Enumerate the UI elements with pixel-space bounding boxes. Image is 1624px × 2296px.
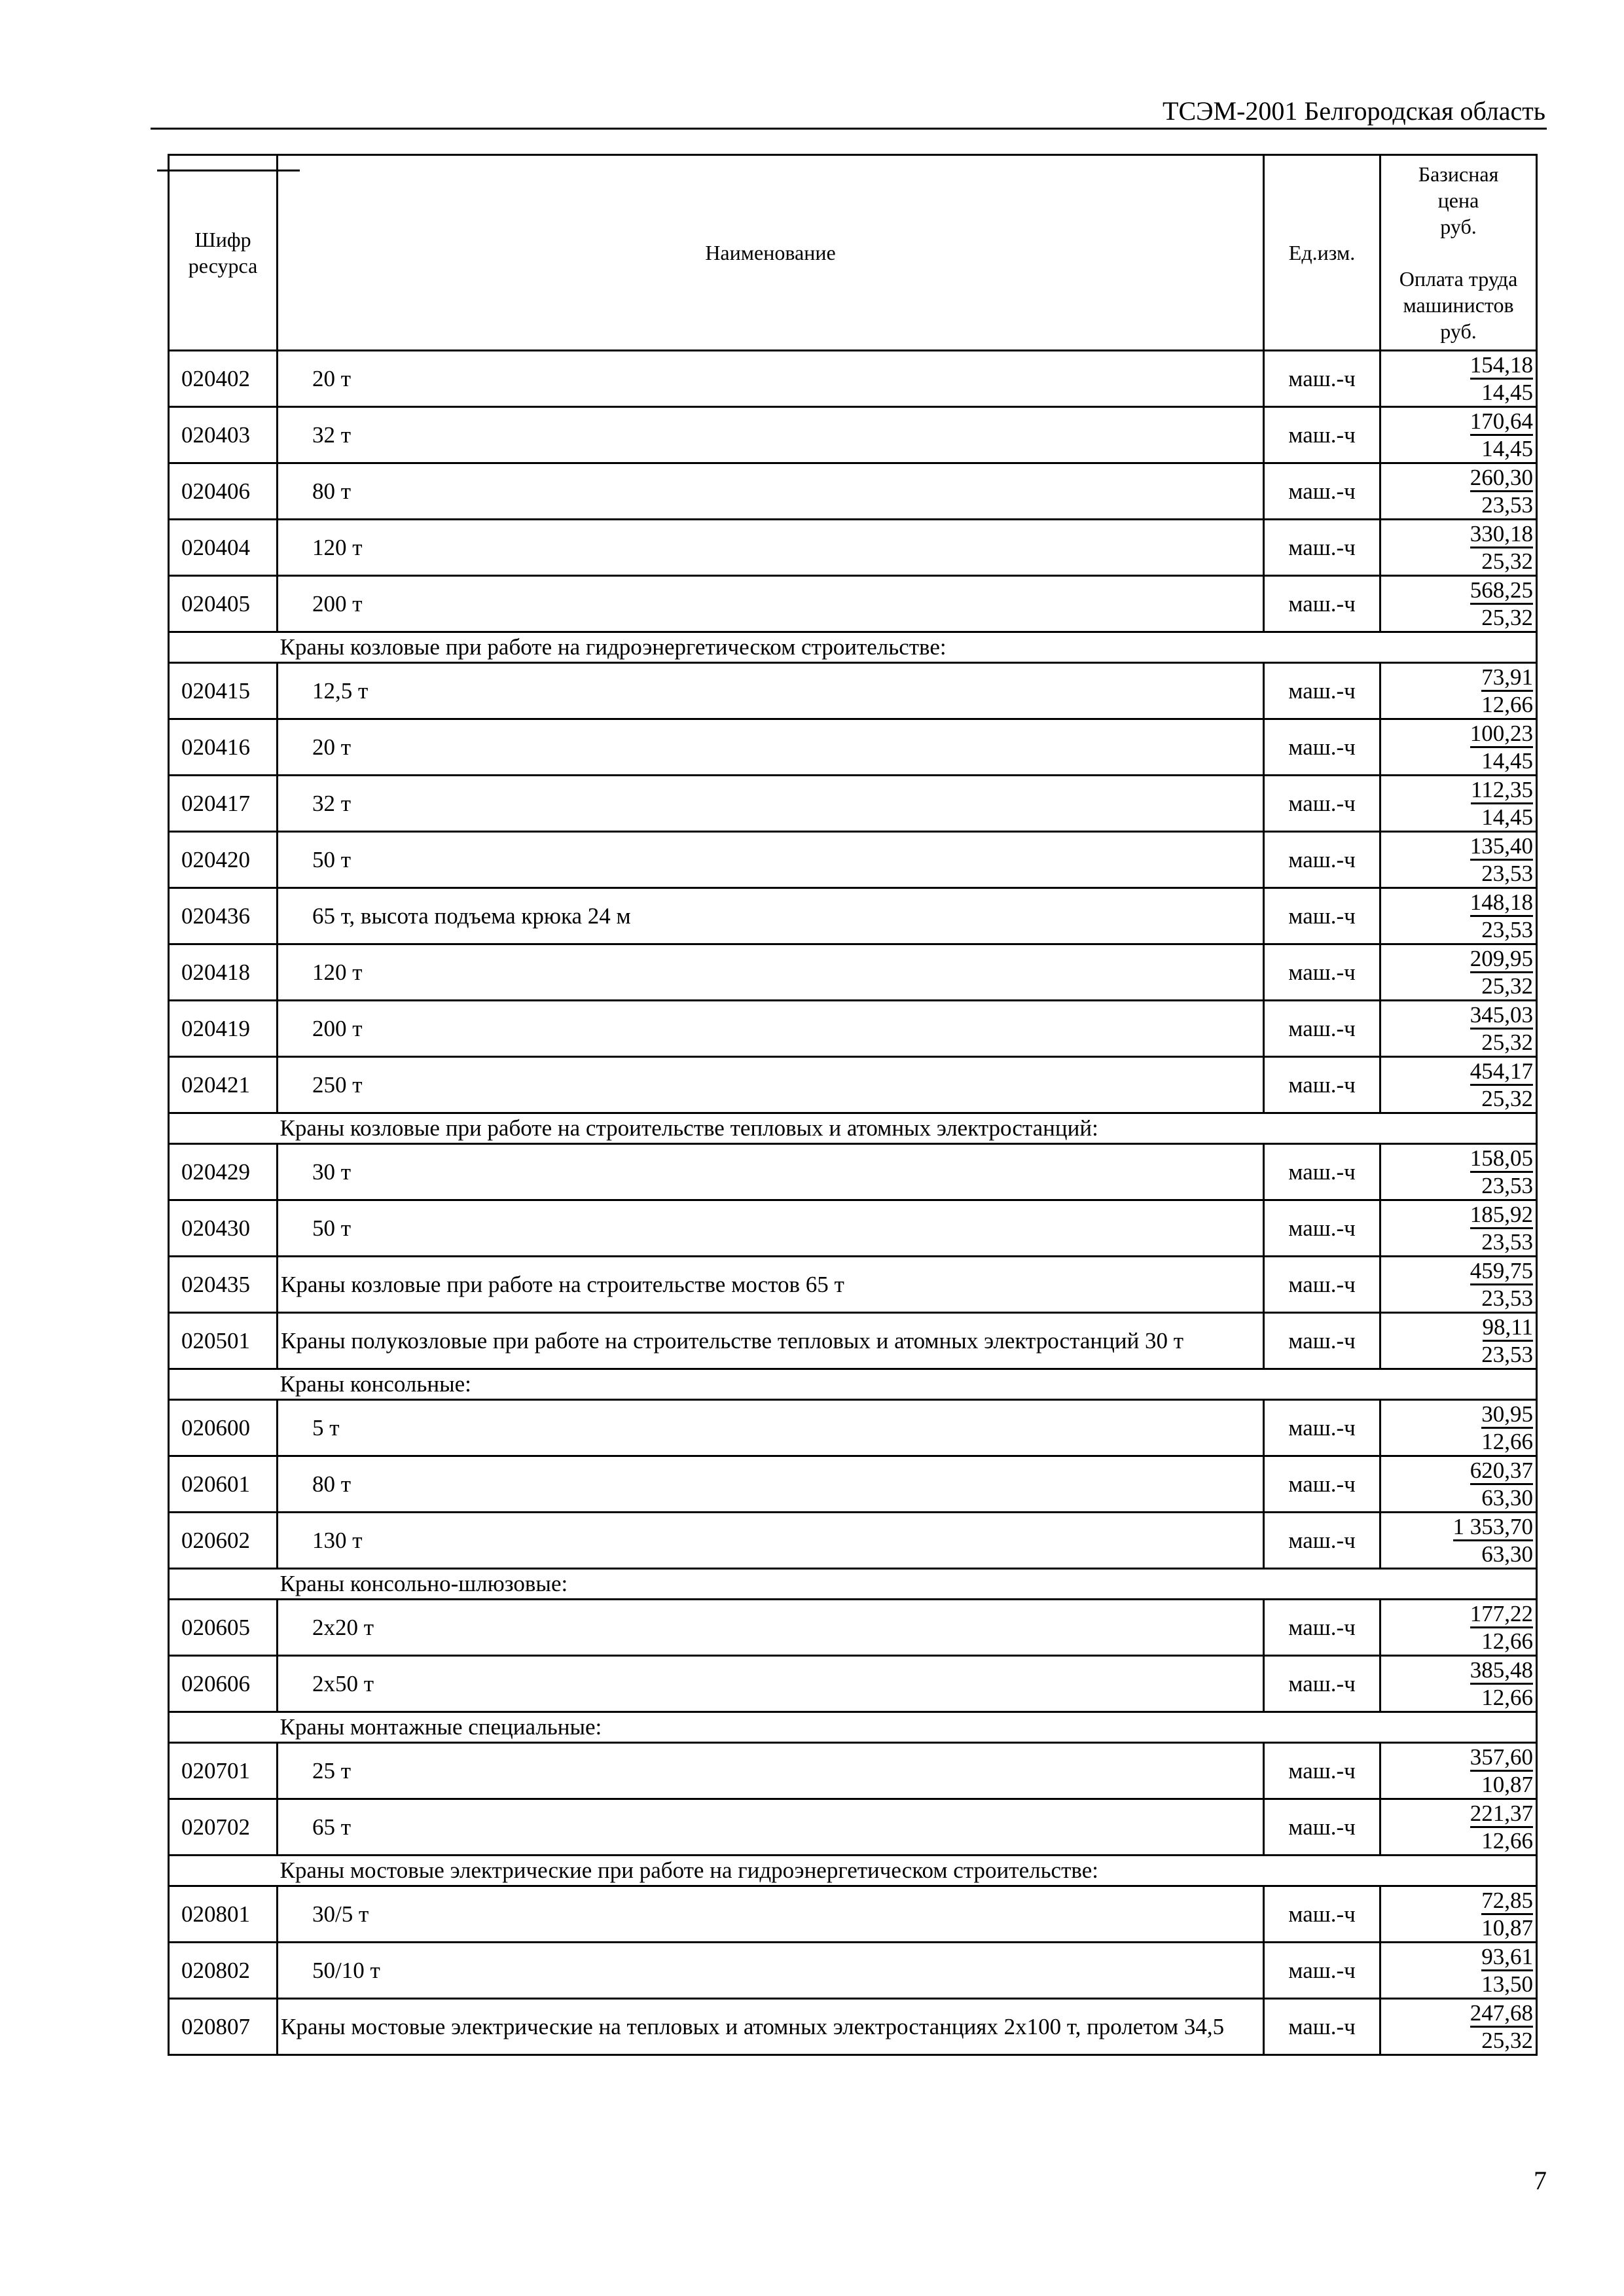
base-price: 30,95 (1481, 1402, 1533, 1429)
price-cell-top (1381, 1058, 1533, 1086)
base-price: 209,95 (1470, 946, 1533, 973)
table-header-row (169, 155, 1537, 351)
base-price: 357,60 (1470, 1745, 1533, 1772)
base-price: 135,40 (1470, 834, 1533, 861)
column-header-spacer (1381, 240, 1536, 266)
price-cell-top (1381, 1145, 1533, 1173)
resource-code: 020406 (169, 463, 278, 520)
resource-name: 32 т (278, 407, 1264, 463)
resource-name: 5 т (278, 1400, 1264, 1456)
resource-code: 020404 (169, 520, 278, 576)
resource-code: 020405 (169, 576, 278, 632)
resource-code: 020605 (169, 1600, 278, 1656)
price-cell (1380, 1799, 1537, 1856)
unit-of-measure: маш.-ч (1264, 1999, 1380, 2055)
unit-of-measure: маш.-ч (1264, 351, 1380, 407)
unit-of-measure: маш.-ч (1264, 944, 1380, 1001)
price-cell-top (1381, 577, 1533, 605)
price-cell (1380, 520, 1537, 576)
table-row (169, 944, 1537, 1001)
table-group-row (169, 632, 1537, 663)
table-row (169, 1513, 1537, 1569)
resource-code: 020415 (169, 663, 278, 719)
table-row (169, 1001, 1537, 1057)
table-row (169, 1400, 1537, 1456)
base-price: 330,18 (1470, 522, 1533, 548)
table-row (169, 1057, 1537, 1113)
table-row (169, 888, 1537, 944)
resource-code: 020416 (169, 719, 278, 776)
operator-labor-cost: 12,66 (1481, 1827, 1533, 1854)
table-row (169, 1999, 1537, 2055)
price-cell (1380, 719, 1537, 776)
price-cell (1380, 1144, 1537, 1200)
group-code-cell (169, 1369, 278, 1400)
operator-labor-cost: 10,87 (1481, 1771, 1533, 1797)
price-cell-top (1381, 465, 1533, 492)
price-cell (1380, 1600, 1537, 1656)
base-price: 177,22 (1470, 1602, 1533, 1628)
price-cell (1380, 407, 1537, 463)
unit-of-measure: маш.-ч (1264, 776, 1380, 832)
table-group-row (169, 1369, 1537, 1400)
price-cell (1380, 663, 1537, 719)
resource-name: 30 т (278, 1144, 1264, 1200)
table-row (169, 351, 1537, 407)
resource-name: 200 т (278, 576, 1264, 632)
column-header-code (169, 155, 278, 351)
price-cell-top (1381, 1258, 1533, 1285)
unit-of-measure: маш.-ч (1264, 663, 1380, 719)
operator-labor-cost: 14,45 (1481, 379, 1533, 405)
resource-name: 20 т (278, 351, 1264, 407)
resource-code: 020601 (169, 1456, 278, 1513)
base-price: 112,35 (1471, 778, 1533, 804)
table-row (169, 407, 1537, 463)
price-cell (1380, 1456, 1537, 1513)
page-number: 7 (1534, 2166, 1547, 2195)
price-cell-top (1381, 1401, 1533, 1429)
base-price: 568,25 (1470, 578, 1533, 605)
operator-labor-cost: 23,53 (1481, 1229, 1533, 1255)
resource-name: 2х50 т (278, 1656, 1264, 1712)
operator-labor-cost: 12,66 (1481, 1628, 1533, 1654)
resource-code: 020807 (169, 1999, 278, 2055)
resource-name: 250 т (278, 1057, 1264, 1113)
price-cell (1380, 1057, 1537, 1113)
unit-of-measure: маш.-ч (1264, 1257, 1380, 1313)
operator-labor-cost: 23,53 (1481, 1341, 1533, 1367)
unit-of-measure: маш.-ч (1264, 1513, 1380, 1569)
column-header-labor-line: руб. (1440, 319, 1477, 343)
base-price: 459,75 (1470, 1259, 1533, 1285)
resource-name: 30/5 т (278, 1886, 1264, 1943)
resource-name: 65 т, высота подъема крюка 24 м (278, 888, 1264, 944)
base-price: 620,37 (1470, 1458, 1533, 1485)
group-heading: Краны мостовые электрические при работе на гидроэнергетическом строительстве: (278, 1856, 1537, 1886)
price-cell (1380, 463, 1537, 520)
price-cell (1380, 1743, 1537, 1799)
unit-of-measure: маш.-ч (1264, 1600, 1380, 1656)
unit-of-measure: маш.-ч (1264, 719, 1380, 776)
resource-code: 020421 (169, 1057, 278, 1113)
price-cell (1380, 1886, 1537, 1943)
unit-of-measure: маш.-ч (1264, 1200, 1380, 1257)
price-cell (1380, 576, 1537, 632)
price-cell-top (1381, 721, 1533, 748)
resource-name: Краны полукозловые при работе на строительстве тепловых и атомных электростанций 30 т (278, 1313, 1264, 1369)
resource-name: 200 т (278, 1001, 1264, 1057)
resource-code: 020501 (169, 1313, 278, 1369)
group-code-cell (169, 1856, 278, 1886)
base-price: 98,11 (1483, 1315, 1533, 1342)
base-price: 158,05 (1470, 1146, 1533, 1173)
price-cell-top (1381, 352, 1533, 380)
operator-labor-cost: 12,66 (1481, 691, 1533, 717)
resource-name: 32 т (278, 776, 1264, 832)
price-cell-top (1381, 1944, 1533, 1971)
column-header-price (1380, 155, 1537, 351)
resource-name: 80 т (278, 1456, 1264, 1513)
resource-code: 020702 (169, 1799, 278, 1856)
resource-code: 020801 (169, 1886, 278, 1943)
price-cell (1380, 776, 1537, 832)
resource-code: 020420 (169, 832, 278, 888)
base-price: 148,18 (1470, 890, 1533, 917)
column-header-labor-line: Оплата труда (1399, 267, 1518, 291)
column-header-labor-line: машинистов (1403, 293, 1514, 317)
price-cell (1380, 1999, 1537, 2055)
resource-name: 50 т (278, 832, 1264, 888)
table-group-row (169, 1712, 1537, 1743)
resource-name: Краны мостовые электрические на тепловых и атомных электростанциях 2х100 т, пролетом 34,5 (278, 1999, 1264, 2055)
base-price: 221,37 (1470, 1801, 1533, 1828)
unit-of-measure: маш.-ч (1264, 520, 1380, 576)
price-cell-top (1381, 1601, 1533, 1628)
base-price: 247,68 (1470, 2001, 1533, 2028)
unit-of-measure: маш.-ч (1264, 1001, 1380, 1057)
resource-code: 020402 (169, 351, 278, 407)
price-cell (1380, 832, 1537, 888)
table-group-row (169, 1569, 1537, 1600)
unit-of-measure: маш.-ч (1264, 832, 1380, 888)
unit-of-measure: маш.-ч (1264, 576, 1380, 632)
operator-labor-cost: 25,32 (1481, 548, 1533, 574)
price-cell-top (1381, 408, 1533, 436)
operator-labor-cost: 14,45 (1481, 804, 1533, 830)
operator-labor-cost: 25,32 (1481, 604, 1533, 630)
group-code-cell (169, 632, 278, 663)
table-row (169, 1743, 1537, 1799)
resource-code: 020802 (169, 1943, 278, 1999)
operator-labor-cost: 10,87 (1481, 1914, 1533, 1941)
price-cell-top (1381, 1314, 1533, 1342)
group-code-cell (169, 1569, 278, 1600)
table-group-row (169, 1856, 1537, 1886)
operator-labor-cost: 23,53 (1481, 1172, 1533, 1198)
price-cell (1380, 1943, 1537, 1999)
operator-labor-cost: 63,30 (1481, 1541, 1533, 1567)
unit-of-measure: маш.-ч (1264, 1743, 1380, 1799)
base-price: 93,61 (1481, 1945, 1533, 1971)
price-cell (1380, 1313, 1537, 1369)
price-cell-top (1381, 1002, 1533, 1030)
group-code-cell (169, 1113, 278, 1144)
operator-labor-cost: 23,53 (1481, 492, 1533, 518)
operator-labor-cost: 23,53 (1481, 860, 1533, 886)
price-cell-top (1381, 1657, 1533, 1685)
operator-labor-cost: 23,53 (1481, 916, 1533, 942)
table-row (169, 776, 1537, 832)
resource-name: 50 т (278, 1200, 1264, 1257)
column-header-price-line: цена (1437, 188, 1479, 212)
base-price: 185,92 (1470, 1202, 1533, 1229)
operator-labor-cost: 25,32 (1481, 2027, 1533, 2053)
price-cell-top (1381, 1744, 1533, 1772)
unit-of-measure: маш.-ч (1264, 888, 1380, 944)
table-row (169, 1144, 1537, 1200)
resource-price-table (168, 154, 1538, 2056)
resource-name: 65 т (278, 1799, 1264, 1856)
resource-name: 20 т (278, 719, 1264, 776)
table-row (169, 576, 1537, 632)
resource-code: 020418 (169, 944, 278, 1001)
table-row (169, 1656, 1537, 1712)
price-cell-top (1381, 777, 1533, 804)
operator-labor-cost: 63,30 (1481, 1484, 1533, 1511)
base-price: 100,23 (1470, 721, 1533, 748)
operator-labor-cost: 23,53 (1481, 1285, 1533, 1311)
unit-of-measure: маш.-ч (1264, 1057, 1380, 1113)
resource-code: 020436 (169, 888, 278, 944)
group-heading: Краны козловые при работе на гидроэнергетическом строительстве: (278, 632, 1537, 663)
table-row (169, 1313, 1537, 1369)
resource-name: 120 т (278, 520, 1264, 576)
price-cell (1380, 1200, 1537, 1257)
resource-name: 80 т (278, 463, 1264, 520)
resource-code: 020606 (169, 1656, 278, 1712)
price-cell-top (1381, 946, 1533, 973)
base-price: 454,17 (1470, 1059, 1533, 1086)
operator-labor-cost: 13,50 (1481, 1971, 1533, 1997)
operator-labor-cost: 25,32 (1481, 973, 1533, 999)
price-cell (1380, 944, 1537, 1001)
resource-name: Краны козловые при работе на строительстве мостов 65 т (278, 1257, 1264, 1313)
price-cell-top (1381, 889, 1533, 917)
table-row (169, 1886, 1537, 1943)
operator-labor-cost: 14,45 (1481, 435, 1533, 461)
operator-labor-cost: 14,45 (1481, 747, 1533, 774)
price-cell-top (1381, 1801, 1533, 1828)
unit-of-measure: маш.-ч (1264, 1400, 1380, 1456)
unit-of-measure: маш.-ч (1264, 463, 1380, 520)
group-heading: Краны консольно-шлюзовые: (278, 1569, 1537, 1600)
table-row (169, 719, 1537, 776)
resource-name: 2х20 т (278, 1600, 1264, 1656)
header-rule (151, 128, 1547, 130)
column-header-code-line: ресурса (188, 254, 258, 278)
column-header-name: Наименование (278, 155, 1264, 351)
table-row (169, 1200, 1537, 1257)
unit-of-measure: маш.-ч (1264, 1656, 1380, 1712)
resource-code: 020403 (169, 407, 278, 463)
base-price: 72,85 (1481, 1888, 1533, 1915)
price-cell (1380, 1513, 1537, 1569)
table-row (169, 1799, 1537, 1856)
group-code-cell (169, 1712, 278, 1743)
resource-code: 020419 (169, 1001, 278, 1057)
resource-code: 020600 (169, 1400, 278, 1456)
price-cell-top (1381, 521, 1533, 548)
table-row (169, 1600, 1537, 1656)
column-header-price-line: руб. (1440, 215, 1477, 238)
table-row (169, 1456, 1537, 1513)
base-price: 73,91 (1481, 665, 1533, 692)
table-row (169, 1943, 1537, 1999)
table-row (169, 832, 1537, 888)
resource-code: 020417 (169, 776, 278, 832)
resource-name: 25 т (278, 1743, 1264, 1799)
table-row (169, 463, 1537, 520)
table-row (169, 520, 1537, 576)
unit-of-measure: маш.-ч (1264, 407, 1380, 463)
document-header-title: ТСЭМ-2001 Белгородская область (1163, 96, 1545, 126)
resource-code: 020701 (169, 1743, 278, 1799)
price-cell-top (1381, 2000, 1533, 2028)
resource-name: 120 т (278, 944, 1264, 1001)
price-cell (1380, 1001, 1537, 1057)
base-price: 385,48 (1470, 1658, 1533, 1685)
price-cell-top (1381, 1514, 1533, 1541)
price-cell-top (1381, 1888, 1533, 1915)
operator-labor-cost: 25,32 (1481, 1085, 1533, 1111)
price-cell (1380, 351, 1537, 407)
price-cell (1380, 1257, 1537, 1313)
group-heading: Краны козловые при работе на строительстве тепловых и атомных электростанций: (278, 1113, 1537, 1144)
group-heading: Краны консольные: (278, 1369, 1537, 1400)
operator-labor-cost: 12,66 (1481, 1428, 1533, 1454)
base-price: 170,64 (1470, 409, 1533, 436)
price-cell-top (1381, 1202, 1533, 1229)
column-header-unit: Ед.изм. (1264, 155, 1380, 351)
column-header-code-line: Шифр (194, 228, 251, 251)
base-price: 260,30 (1470, 465, 1533, 492)
resource-name: 130 т (278, 1513, 1264, 1569)
unit-of-measure: маш.-ч (1264, 1144, 1380, 1200)
resource-code: 020435 (169, 1257, 278, 1313)
base-price: 1 353,70 (1453, 1515, 1534, 1541)
resource-code: 020602 (169, 1513, 278, 1569)
base-price: 154,18 (1470, 353, 1533, 380)
resource-code: 020429 (169, 1144, 278, 1200)
price-cell (1380, 1656, 1537, 1712)
resource-code: 020430 (169, 1200, 278, 1257)
resource-name: 50/10 т (278, 1943, 1264, 1999)
unit-of-measure: маш.-ч (1264, 1886, 1380, 1943)
unit-of-measure: маш.-ч (1264, 1456, 1380, 1513)
table-row (169, 1257, 1537, 1313)
table-body (169, 351, 1537, 2055)
table-group-row (169, 1113, 1537, 1144)
price-cell (1380, 1400, 1537, 1456)
price-cell-top (1381, 833, 1533, 861)
base-price: 345,03 (1470, 1003, 1533, 1030)
price-cell-top (1381, 1458, 1533, 1485)
resource-name: 12,5 т (278, 663, 1264, 719)
column-header-price-line: Базисная (1418, 162, 1499, 186)
operator-labor-cost: 12,66 (1481, 1684, 1533, 1710)
group-heading: Краны монтажные специальные: (278, 1712, 1537, 1743)
price-cell-top (1381, 664, 1533, 692)
table-row (169, 663, 1537, 719)
operator-labor-cost: 25,32 (1481, 1029, 1533, 1055)
unit-of-measure: маш.-ч (1264, 1799, 1380, 1856)
unit-of-measure: маш.-ч (1264, 1943, 1380, 1999)
unit-of-measure: маш.-ч (1264, 1313, 1380, 1369)
price-cell (1380, 888, 1537, 944)
